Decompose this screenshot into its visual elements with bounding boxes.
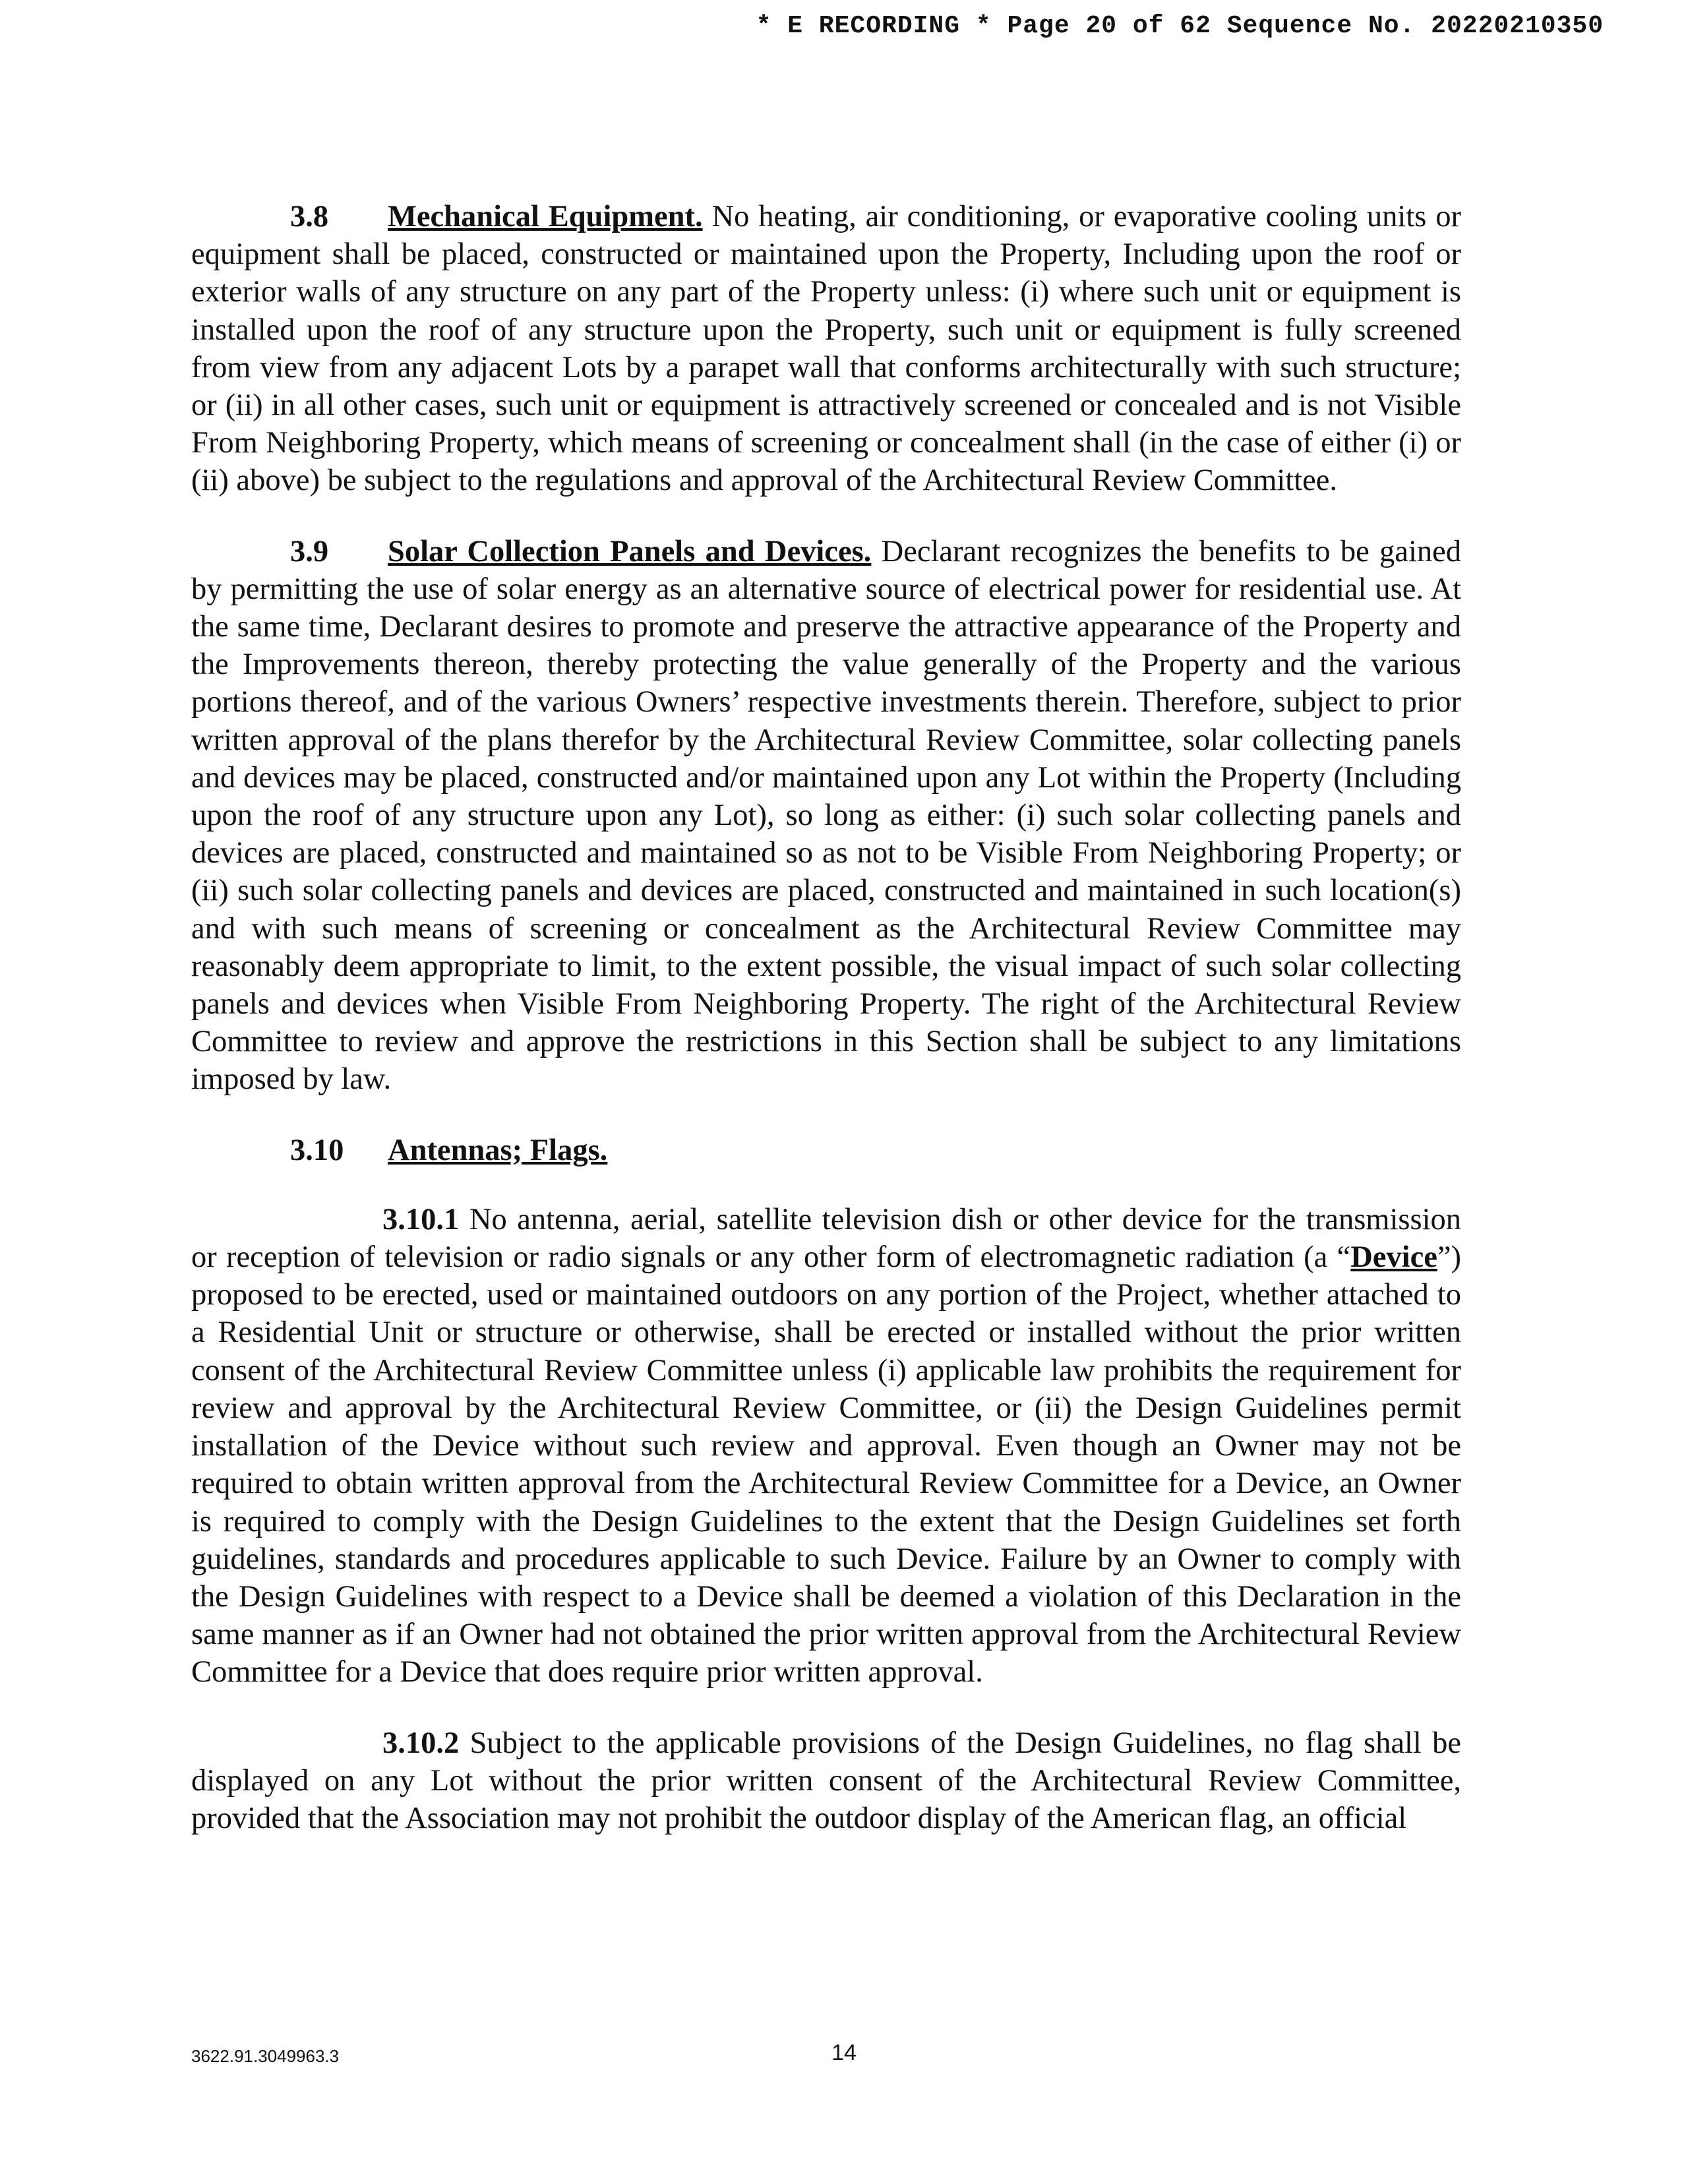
- section-text: Declarant recognizes the benefits to be gained by permitting the use of solar energy as an alternative source of electrical power for residential use. At the same time, Declarant desires to promote and preserve the attractive appearance of the Property and the Improvements thereon, thereby protecting the value generally of the Property and the various portions thereof, and of the various Owners’ respective investments therein. Therefore, subject to prior written approval of the plans therefor by the Architectural Review Committee, solar collecting panels and devices may be placed, constructed and/or maintained upon any Lot within the Property (Including upon the roof of any structure upon any Lot), so long as either: (i) such solar collecting panels and devices are placed, constructed and maintained so as not to be Visible From Neighboring Property; or (ii) such solar collecting panels and devices are placed, constructed and maintained in such location(s) and with such means of screening or concealment as the Architectural Review Committee may reasonably deem appropriate to limit, to the extent possible, the visual impact of such solar collecting panels and devices when Visible From Neighboring Property. The right of the Architectural Review Committee to review and approve the restrictions in this Section shall be subject to any limitations imposed by law.: [191, 534, 1462, 1097]
- subsection-text-before: No antenna, aerial, satellite television dish or other device for the transmission or reception of television or radio signals or any other form of electromagnetic radiation (a “: [191, 1202, 1462, 1275]
- recording-stamp: * E RECORDING * Page 20 of 62 Sequence No. 20220210350: [756, 12, 1604, 40]
- section-number: 3.9: [290, 534, 329, 568]
- section-3-10: [290, 1132, 1461, 1169]
- section-title: Mechanical Equipment.: [388, 200, 703, 233]
- section-3-10-2: [191, 1724, 1461, 1838]
- defined-term: Device: [1350, 1240, 1437, 1275]
- section-title: Solar Collection Panels and Devices.: [388, 534, 872, 568]
- section-3-8: [191, 198, 1461, 500]
- page-number: 14: [831, 2040, 857, 2065]
- document-body: [191, 198, 1461, 1870]
- section-number: 3.10: [290, 1133, 344, 1167]
- section-text: No heating, air conditioning, or evaporative cooling units or equipment shall be placed, constructed or maintained upon the Property, Including upon the roof or exterior walls of any structure on any part of the Property unless: (i) where such unit or equipment is installed upon the roof of any structure upon the Property, such unit or equipment is fully screened from view from any adjacent Lots by a parapet wall that conforms architecturally with such structure; or (ii) in all other cases, such unit or equipment is attractively screened or concealed and is not Visible From Neighboring Property, which means of screening or concealment shall (in the case of either (i) or (ii) above) be subject to the regulations and approval of the Architectural Review Committee.: [191, 200, 1461, 498]
- section-number: 3.8: [290, 200, 329, 233]
- section-3-10-1: [191, 1201, 1461, 1691]
- subsection-text-after: ”) proposed to be erected, used or maintained outdoors on any portion of the Project, whether attached to a Residential Unit or structure or otherwise, shall be erected or installed without the prior written consent of the Architectural Review Committee unless (i) applicable law prohibits the requirement for review and approval by the Architectural Review Committee, or (ii) the Design Guidelines permit installation of the Device without such review and approval. Even though an Owner may not be required to obtain written approval from the Architectural Review Committee for a Device, an Owner is required to comply with the Design Guidelines to the extent that the Design Guidelines set forth guidelines, standards and procedures applicable to such Device. Failure by an Owner to comply with the Design Guidelines with respect to a Device shall be deemed a violation of this Declaration in the same manner as if an Owner had not obtained the prior written approval from the Architectural Review Committee for a Device that does require prior written approval.: [191, 1240, 1461, 1689]
- document-id: 3622.91.3049963.3: [191, 2046, 340, 2066]
- section-title: Antennas; Flags.: [388, 1133, 608, 1167]
- subsection-number: 3.10.1: [382, 1202, 460, 1236]
- subsection-text: Subject to the applicable provisions of the Design Guidelines, no flag shall be displayed on any Lot without the prior written consent of the Architectural Review Committee, provided that the Association may not prohibit the outdoor display of the American flag, an official: [191, 1726, 1462, 1835]
- subsection-number: 3.10.2: [382, 1726, 460, 1760]
- section-3-9: [191, 533, 1461, 1099]
